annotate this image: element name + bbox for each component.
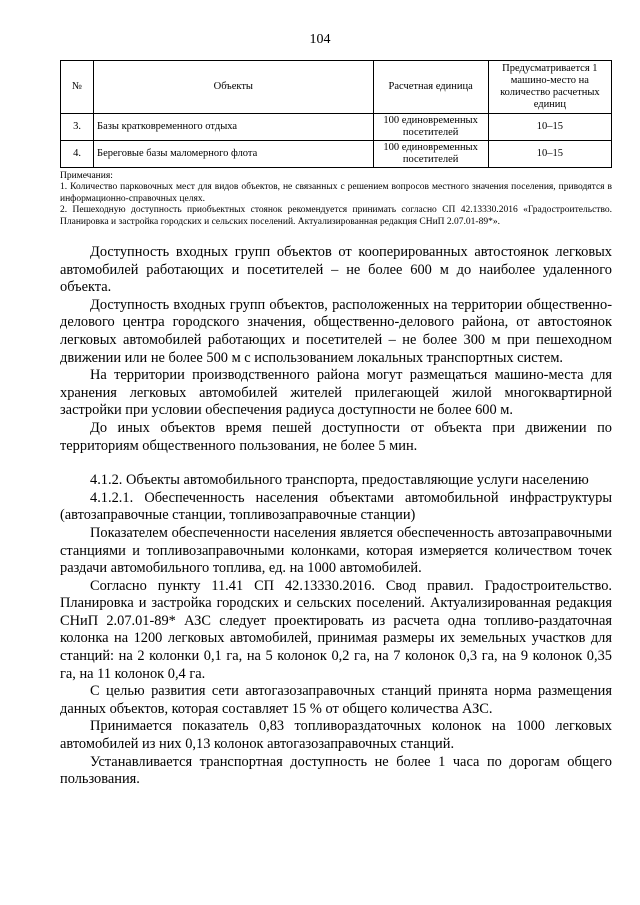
subsection-heading: 4.1.2.1. Обеспеченность населения объектами автомобильной инфраструктуры (автозаправочные станции, топливозаправочные станции) (60, 489, 612, 524)
paragraph: Согласно пункту 11.41 СП 42.13330.2016. Свод правил. Градостроительство. Планировка и застройка городских и сельских поселений. Актуализированная редакция СНиП 2.07.01-89* АЗС следует проектировать из расчета одна топливо-раздаточная колонка на 1200 легковых автомобилей, принимая размеры их земельных участков для станций: на 2 колонки 0,1 га, на 5 колонок 0,2 га, на 7 колонок 0,3 га, на 9 колонок 0,35 га, на 11 колонок 0,4 га. (60, 577, 612, 682)
paragraph: До иных объектов время пешей доступности от объекта при движении по территориям общественного пользования, не более 5 мин. (60, 419, 612, 454)
paragraph: Доступность входных групп объектов, расположенных на территории общественно-делового центра городского значения, общественно-делового района, от автостоянок легковых автомобилей работающих и посетителей – не более 300 м при пешеходном движении или не более 500 м с использованием локальных транспортных систем. (60, 296, 612, 366)
table-header-row (61, 61, 612, 114)
header-num: № (61, 61, 94, 114)
notes-title: Примечания: (60, 171, 113, 181)
header-norm: Предусматривается 1 машино-место на количество расчетных единиц (488, 61, 611, 114)
paragraph: Показателем обеспеченности населения является обеспеченность автозаправочными станциями и топливозаправочными колонками, которая измеряется количеством точек раздачи автомобильного топлива, ед. на 1000 автомобилей. (60, 524, 612, 577)
note-item: 2. Пешеходную доступность приобъектных стоянок рекомендуется принимать согласно СП 42.13330.2016 «Градостроительство. Планировка и застройка городских и сельских поселений. Актуализированная редакция СНиП 2.07.01-89*». (60, 205, 612, 227)
paragraph: С целью развития сети автогазозаправочных станций принята норма размещения данных объектов, которая составляет 15 % от общего количества АЗС. (60, 683, 612, 717)
objects-table (60, 60, 612, 168)
paragraph: Доступность входных групп объектов от кооперированных автостоянок легковых автомобилей работающих и посетителей – не более 600 м до наиболее удаленного объекта. (60, 244, 612, 296)
paragraph: Принимается показатель 0,83 топливораздаточных колонок на 1000 легковых автомобилей из них 0,13 колонок автогазозаправочных станций. (60, 718, 612, 753)
paragraph: Устанавливается транспортная доступность не более 1 часа по дорогам общего пользования. (60, 753, 612, 788)
body-text (60, 244, 612, 789)
row-object: Базы кратковременного отдыха (94, 114, 374, 141)
section-heading: 4.1.2. Объекты автомобильного транспорта, предоставляющие услуги населению (90, 472, 589, 489)
note-item: 1. Количество парковочных мест для видов объектов, не связанных с решением вопросов местного значения поселения, приводятся в информационно-справочных целях. (60, 182, 612, 204)
table-row (61, 141, 612, 168)
row-unit: 100 единовременных посетителей (373, 141, 488, 168)
table-row (61, 114, 612, 141)
page-number: 104 (309, 32, 331, 47)
header-unit: Расчетная единица (373, 61, 488, 114)
paragraph: На территории производственного района могут размещаться машино-места для хранения легковых автомобилей жителей прилегающей жилой многоквартирной застройки при условии обеспечения радиуса доступности не более 600 м. (60, 367, 612, 419)
row-norm: 10–15 (488, 114, 611, 141)
row-object: Береговые базы маломерного флота (94, 141, 374, 168)
row-num: 3. (61, 114, 94, 141)
row-num: 4. (61, 141, 94, 168)
row-unit: 100 единовременных посетителей (373, 114, 488, 141)
header-objects: Объекты (94, 61, 374, 114)
table-notes (60, 171, 612, 228)
row-norm: 10–15 (488, 141, 611, 168)
